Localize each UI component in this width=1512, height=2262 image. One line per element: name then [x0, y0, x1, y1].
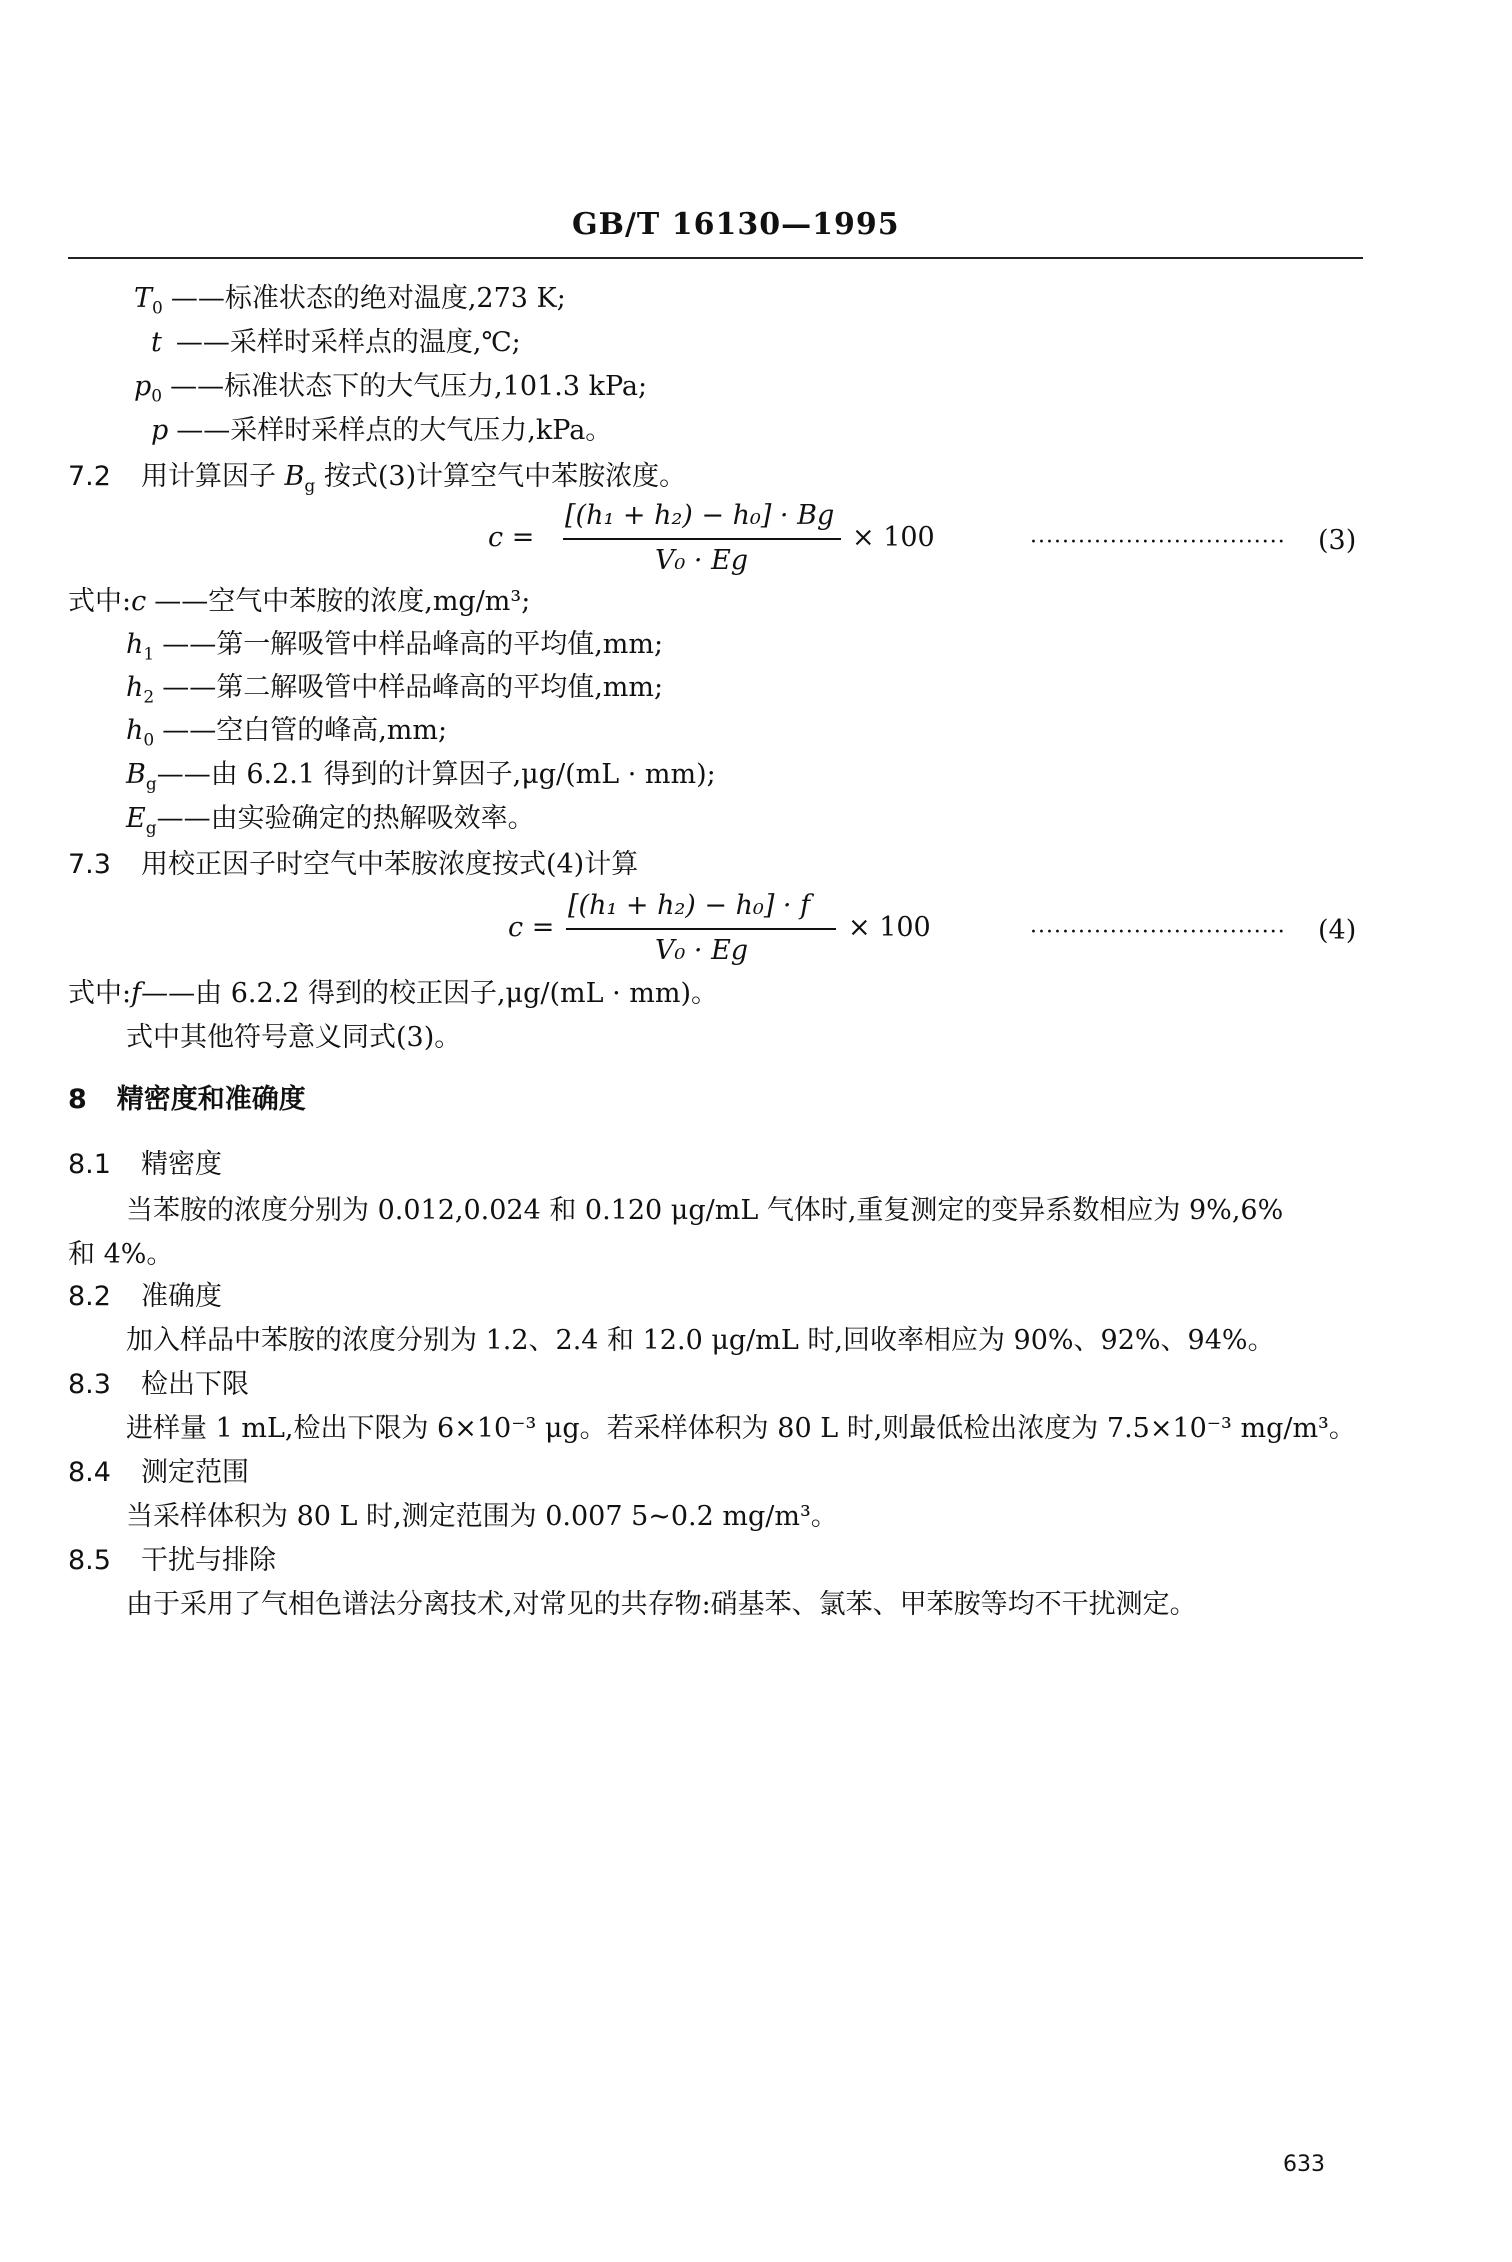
def-description: ——第一解吸管中样品峰高的平均值,mm; — [162, 629, 664, 660]
def-symbol: p — [151, 415, 169, 446]
section-number: 8.3 — [68, 1369, 111, 1400]
section-title: 精密度 — [140, 1149, 222, 1180]
eq3-denominator: V₀ · Eg — [655, 545, 749, 576]
eq3-fraction-bar — [563, 538, 841, 540]
def-h2 — [126, 671, 663, 714]
def-T0 — [134, 282, 566, 325]
def-description: ——采样时采样点的温度,℃; — [175, 327, 521, 358]
def-symbol: h — [126, 629, 144, 660]
def-subscript: 0 — [143, 730, 155, 751]
eq3-numerator: [(h₁ + h₂) − h₀] · Bg — [565, 500, 835, 531]
section-7-3 — [68, 848, 638, 882]
section-text: 按式(3)计算空气中苯胺浓度。 — [323, 461, 687, 492]
section-8-3-body: 进样量 1 mL,检出下限为 6×10⁻³ μg。若采样体积为 80 L 时,则最低检出浓度为 7.5×10⁻³ mg/m³。 — [126, 1413, 1356, 1444]
def-lead: 式中: — [68, 978, 132, 1009]
def-f — [68, 977, 718, 1011]
section-title: 测定范围 — [140, 1457, 249, 1488]
section-8-2-heading — [68, 1280, 222, 1314]
def-symbol: p — [134, 371, 152, 402]
section-8-3-heading — [68, 1368, 249, 1402]
def-symbol: T — [134, 283, 153, 314]
section-7-2 — [68, 460, 686, 503]
def-note: 式中其他符号意义同式(3)。 — [126, 1022, 462, 1053]
def-c — [68, 585, 530, 619]
def-description: ——空气中苯胺的浓度,mg/m³; — [154, 586, 531, 617]
eq4-lhs: c = — [508, 912, 555, 943]
section-8-4-heading — [68, 1456, 249, 1490]
factor-symbol: B — [284, 461, 305, 492]
section-8-5-heading — [68, 1544, 276, 1578]
section-8-5-body: 由于采用了气相色谱法分离技术,对常见的共存物:硝基苯、氯苯、甲苯胺等均不干扰测定。 — [126, 1589, 1197, 1620]
section-number: 8.5 — [68, 1545, 111, 1576]
section-number: 8 — [68, 1084, 87, 1115]
def-Bg — [126, 758, 716, 801]
section-title: 准确度 — [140, 1281, 222, 1312]
section-number: 8.1 — [68, 1149, 111, 1180]
def-symbol: h — [126, 715, 144, 746]
def-description: ——采样时采样点的大气压力,kPa。 — [176, 415, 613, 446]
eq4-fraction-bar — [566, 928, 836, 930]
section-8-1-body: 当苯胺的浓度分别为 0.012,0.024 和 0.120 μg/mL 气体时,重复测定的变异系数相应为 9%,6% — [126, 1195, 1284, 1226]
eq4-leader-dots: ································ — [1030, 920, 1286, 945]
section-title: 检出下限 — [140, 1369, 249, 1400]
def-subscript: 0 — [152, 298, 163, 319]
def-t — [151, 326, 521, 360]
eq4-label: (4) — [1318, 915, 1357, 946]
def-description: ——由 6.2.2 得到的校正因子,μg/(mL · mm)。 — [141, 978, 719, 1009]
section-8-1-heading — [68, 1148, 222, 1182]
section-number: 7.2 — [68, 461, 111, 492]
def-h1 — [126, 628, 663, 671]
def-Eg — [126, 802, 535, 845]
def-h0 — [126, 714, 447, 757]
def-lead: 式中: — [68, 586, 132, 617]
section-title: 精密度和准确度 — [116, 1084, 306, 1115]
section-text: 用校正因子时空气中苯胺浓度按式(4)计算 — [140, 849, 639, 880]
document-header: GB/T 16130—1995 — [572, 207, 900, 242]
def-symbol: B — [126, 759, 146, 790]
page-number: 633 — [1283, 2152, 1325, 2177]
eq4-multiplier: × 100 — [848, 912, 931, 943]
def-subscript: g — [145, 818, 157, 839]
section-8-heading — [68, 1083, 306, 1117]
def-description: ——第二解吸管中样品峰高的平均值,mm; — [162, 672, 664, 703]
section-number: 8.2 — [68, 1281, 111, 1312]
eq3-label: (3) — [1318, 525, 1357, 556]
def-description: ——空白管的峰高,mm; — [162, 715, 448, 746]
section-8-4-body: 当采样体积为 80 L 时,测定范围为 0.007 5~0.2 mg/m³。 — [126, 1501, 838, 1532]
section-8-1-body-cont: 和 4%。 — [68, 1239, 174, 1270]
eq3-lhs: c = — [488, 522, 535, 553]
def-subscript: 2 — [143, 687, 155, 708]
def-symbol: t — [151, 327, 162, 358]
eq4-denominator: V₀ · Eg — [655, 935, 749, 966]
def-subscript: 0 — [151, 386, 163, 407]
def-p — [151, 414, 612, 448]
def-symbol: c — [131, 586, 147, 617]
eq4-numerator: [(h₁ + h₂) − h₀] · f — [568, 890, 811, 921]
def-subscript: g — [145, 774, 157, 795]
def-subscript: 1 — [143, 644, 155, 665]
eq3-leader-dots: ································ — [1030, 530, 1286, 555]
section-title: 干扰与排除 — [140, 1545, 276, 1576]
section-8-2-body: 加入样品中苯胺的浓度分别为 1.2、2.4 和 12.0 μg/mL 时,回收率相应为 90%、92%、94%。 — [126, 1325, 1275, 1356]
def-description: ——由 6.2.1 得到的计算因子,μg/(mL · mm); — [156, 759, 716, 790]
def-description: ——标准状态下的大气压力,101.3 kPa; — [170, 371, 648, 402]
section-number: 7.3 — [68, 849, 111, 880]
section-number: 8.4 — [68, 1457, 111, 1488]
eq3-multiplier: × 100 — [852, 522, 935, 553]
def-symbol: h — [126, 672, 144, 703]
def-symbol: f — [131, 978, 142, 1009]
factor-subscript: g — [304, 476, 316, 497]
def-symbol: E — [126, 803, 146, 834]
section-text: 用计算因子 — [140, 461, 276, 492]
def-description: ——标准状态的绝对温度,273 K; — [170, 283, 566, 314]
def-description: ——由实验确定的热解吸效率。 — [156, 803, 535, 834]
header-rule — [68, 257, 1363, 259]
def-p0 — [134, 370, 647, 413]
